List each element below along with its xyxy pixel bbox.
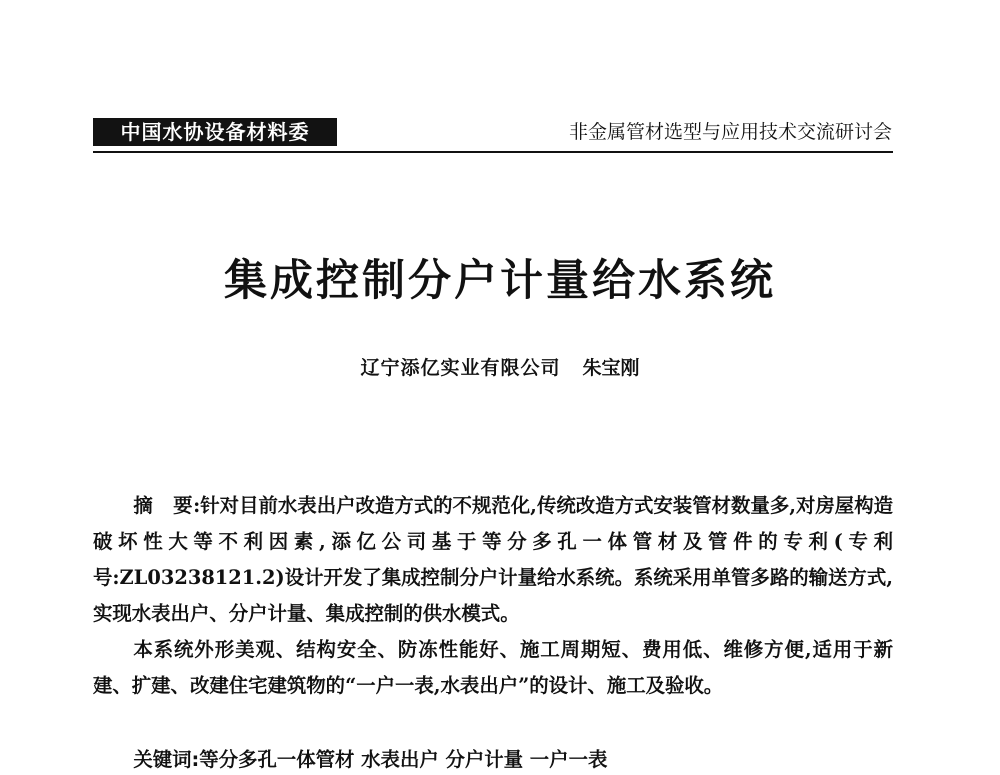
keywords-label: 关键词:: [133, 748, 200, 771]
author-line: [0, 355, 1000, 381]
abstract-paragraph-1: 摘 要:针对目前水表出户改造方式的不规范化,传统改造方式安装管材数量多,对房屋构造破坏性大等不利因素,添亿公司基于等分多孔一体管材及管件的专利(专利号:ZL03238121.2)设计开发了集成控制分户计量给水系统。系统采用单管多路的输送方式,实现水表出户、分户计量、集成控制的供水模式。: [93, 494, 894, 625]
author-name: 朱宝刚: [582, 357, 640, 379]
paper-title: 集成控制分户计量给水系统: [224, 256, 776, 306]
conference-title: 非金属管材选型与应用技术交流研讨会: [568, 121, 892, 143]
abstract-section: [93, 488, 893, 704]
author-organization: 辽宁添亿实业有限公司: [360, 357, 561, 379]
abstract-paragraph-2: 本系统外形美观、结构安全、防冻性能好、施工周期短、费用低、维修方便,适用于新建、扩建、改建住宅建筑物的“一户一表,水表出户”的设计、施工及验收。: [93, 638, 893, 697]
abstract-text-1: 针对目前水表出户改造方式的不规范化,传统改造方式安装管材数量多,对房屋构造破坏性大等不利因素,添亿公司基于等分多孔一体管材及管件的专利(专利号:ZL03238121.2)设计开发了集成控制分户计量给水系统。系统采用单管多路的输送方式,实现水表出户、分户计量、集成控制的供水模式。: [93, 494, 894, 625]
keywords-text: 等分多孔一体管材 水表出户 分户计量 一户一表: [199, 748, 608, 771]
series-label: 中国水协设备材料委: [93, 118, 337, 146]
abstract-label: 摘 要: [133, 494, 194, 517]
header-divider: [93, 151, 893, 153]
keywords-line: [93, 745, 893, 775]
